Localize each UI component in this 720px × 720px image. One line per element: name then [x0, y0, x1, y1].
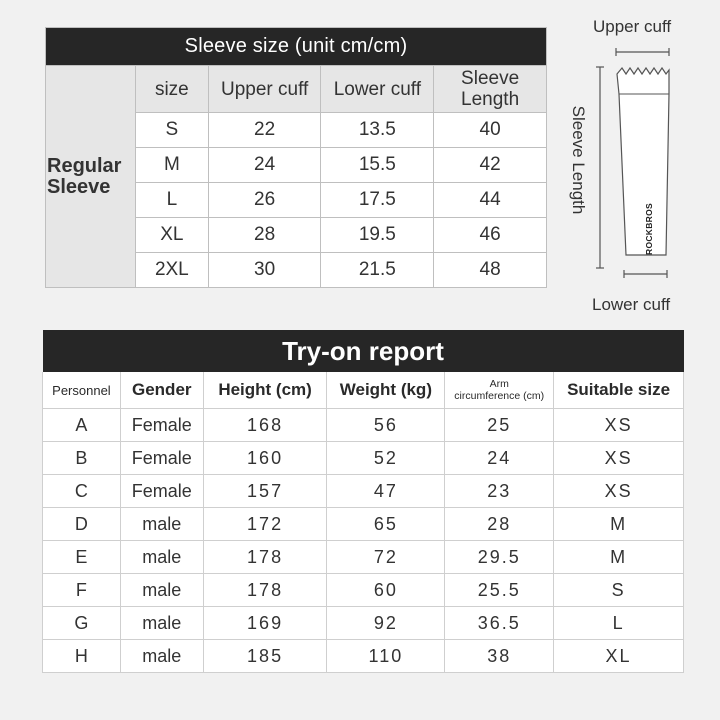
height-header: Height (cm)	[203, 372, 327, 409]
suitable-size-header: Suitable size	[554, 372, 684, 409]
brand-logo: ROCKBROS	[644, 203, 654, 255]
tryon-row: A Female 168 56 25 XS	[43, 409, 684, 442]
tryon-row: F male 178 60 25.5 S	[43, 574, 684, 607]
upper-cuff-label: Upper cuff	[593, 17, 672, 36]
sleeve-length-header: Sleeve Length	[434, 66, 547, 113]
sleeve-length-label: Sleeve Length	[569, 105, 588, 215]
row-group-label	[46, 66, 136, 288]
tryon-row: C Female 157 47 23 XS	[43, 475, 684, 508]
arm-circumference-header: Arm circumference (cm)	[445, 372, 554, 409]
personnel-header: Personnel	[43, 372, 121, 409]
sleeve-diagram	[570, 10, 720, 320]
lower-cuff-label: Lower cuff	[592, 295, 671, 314]
size-row: L 26 17.5 44	[46, 183, 547, 218]
size-row: S 22 13.5 40	[46, 113, 547, 148]
size-row: M 24 15.5 42	[46, 148, 547, 183]
lower-cuff-header: Lower cuff	[321, 66, 434, 113]
gender-header: Gender	[120, 372, 203, 409]
tryon-row: E male 178 72 29.5 M	[43, 541, 684, 574]
size-row: 2XL 30 21.5 48	[46, 253, 547, 288]
tryon-report-table	[42, 330, 684, 673]
upper-cuff-header: Upper cuff	[208, 66, 321, 113]
tryon-row: G male 169 92 36.5 L	[43, 607, 684, 640]
row-group-label-line1: Regular	[47, 154, 122, 177]
tryon-row: H male 185 110 38 XL	[43, 640, 684, 673]
size-row: XL 28 19.5 46	[46, 218, 547, 253]
sleeve-illustration	[570, 10, 720, 320]
sleeve-size-table	[45, 27, 547, 288]
row-group-label-line2: Sleeve	[47, 175, 111, 198]
size-table-title: Sleeve size (unit cm/cm)	[46, 28, 547, 66]
weight-header: Weight (kg)	[327, 372, 445, 409]
tryon-row: D male 172 65 28 M	[43, 508, 684, 541]
tryon-row: B Female 160 52 24 XS	[43, 442, 684, 475]
size-header: size	[135, 66, 208, 113]
tryon-title: Try-on report	[43, 330, 684, 372]
